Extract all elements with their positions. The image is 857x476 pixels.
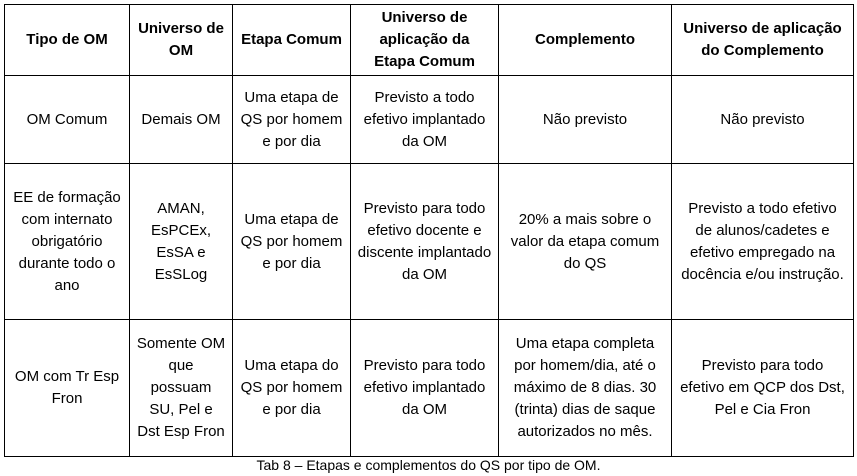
- qs-table: [4, 4, 854, 457]
- cell-tipo-de-om: EE de formação com internato obrigatório durante todo o ano: [5, 164, 130, 320]
- cell-universo-complemento: Não previsto: [672, 76, 854, 164]
- table-row: [5, 320, 854, 457]
- table-row: [5, 76, 854, 164]
- cell-tipo-de-om: OM Comum: [5, 76, 130, 164]
- cell-complemento: Não previsto: [499, 76, 672, 164]
- cell-universo-de-om: Somente OM que possuam SU, Pel e Dst Esp Fron: [130, 320, 233, 457]
- cell-universo-complemento: Previsto para todo efetivo em QCP dos Dst, Pel e Cia Fron: [672, 320, 854, 457]
- cell-universo-de-om: AMAN, EsPCEx, EsSA e EsSLog: [130, 164, 233, 320]
- cell-universo-etapa-comum: Previsto para todo efetivo implantado da OM: [351, 320, 499, 457]
- header-universo-complemento: Universo de aplicação do Complemento: [672, 5, 854, 76]
- cell-etapa-comum: Uma etapa de QS por homem e por dia: [233, 76, 351, 164]
- table-caption: Tab 8 – Etapas e complementos do QS por tipo de OM.: [256, 457, 601, 473]
- header-etapa-comum: Etapa Comum: [233, 5, 351, 76]
- header-universo-etapa-comum: Universo de aplicação da Etapa Comum: [351, 5, 499, 76]
- cell-complemento: 20% a mais sobre o valor da etapa comum do QS: [499, 164, 672, 320]
- header-tipo-de-om: Tipo de OM: [5, 5, 130, 76]
- cell-universo-etapa-comum: Previsto para todo efetivo docente e discente implantado da OM: [351, 164, 499, 320]
- header-universo-de-om: Universo de OM: [130, 5, 233, 76]
- cell-etapa-comum: Uma etapa de QS por homem e por dia: [233, 164, 351, 320]
- cell-universo-complemento: Previsto a todo efetivo de alunos/cadetes e efetivo empregado na docência e/ou instrução.: [672, 164, 854, 320]
- cell-universo-etapa-comum: Previsto a todo efetivo implantado da OM: [351, 76, 499, 164]
- cell-universo-de-om: Demais OM: [130, 76, 233, 164]
- header-complemento: Complemento: [499, 5, 672, 76]
- header-row: [5, 5, 854, 76]
- cell-tipo-de-om: OM com Tr Esp Fron: [5, 320, 130, 457]
- cell-etapa-comum: Uma etapa do QS por homem e por dia: [233, 320, 351, 457]
- table-row: [5, 164, 854, 320]
- cell-complemento: Uma etapa completa por homem/dia, até o máximo de 8 dias. 30 (trinta) dias de saque autorizados no mês.: [499, 320, 672, 457]
